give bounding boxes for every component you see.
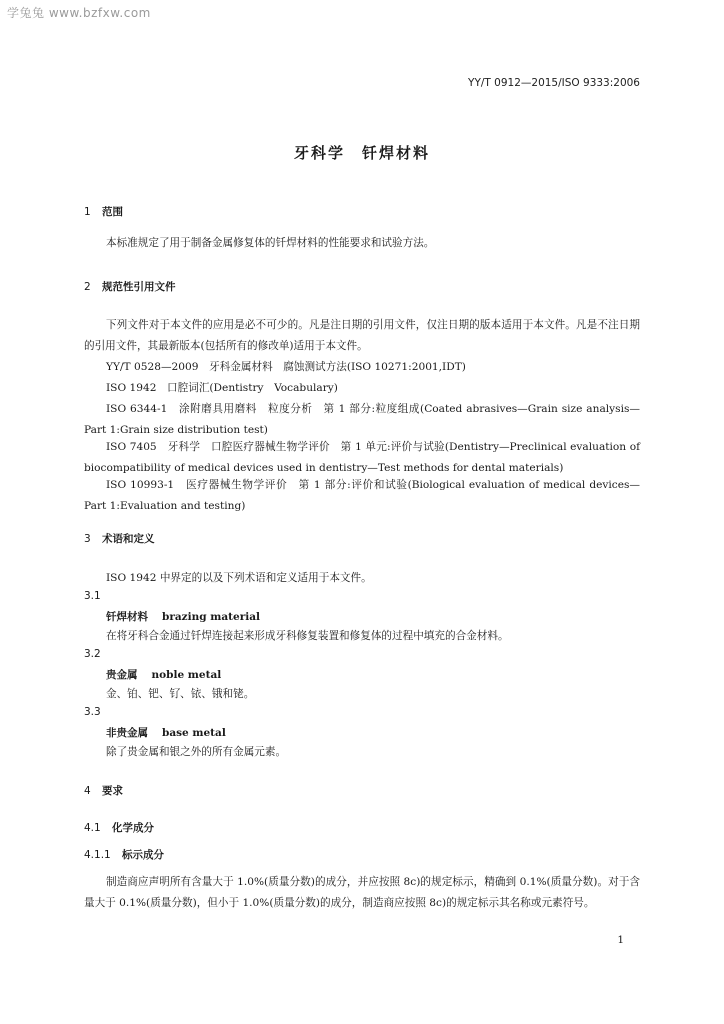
section-number: 3 — [84, 533, 91, 545]
section-number: 2 — [84, 281, 91, 293]
section-title: 术语和定义 — [102, 533, 155, 545]
page-number: 1 — [617, 934, 624, 946]
term-en: brazing material — [162, 611, 261, 623]
term-definition: 除了贵金属和银之外的所有金属元素。 — [106, 746, 287, 758]
term-number: 3.2 — [84, 648, 101, 660]
term-zh: 非贵金属 — [106, 727, 148, 739]
section-3-intro: ISO 1942 中界定的以及下列术语和定义适用于本文件。 — [106, 572, 372, 584]
term-definition: 金、铂、钯、钌、铱、锇和铑。 — [106, 688, 255, 700]
reference-item: ISO 10993-1 医疗器械生物学评价 第 1 部分:评价和试验(Biological evaluation of medical devices—Part 1:Evaluation and testing) — [84, 479, 640, 512]
section-title: 范围 — [102, 206, 123, 218]
section-4-text: 制造商应声明所有含量大于 1.0%(质量分数)的成分，并应按照 8c)的规定标示，精确到 0.1%(质量分数)。对于含量大于 0.1%(质量分数)，但小于 1.0%(质量分数)的成分，制造商应按照 8c)的规定标示其名称或元素符号。 — [84, 876, 640, 909]
section-number: 1 — [84, 206, 91, 218]
standard-number: YY/T 0912—2015/ISO 9333:2006 — [468, 77, 640, 89]
section-2-intro: 下列文件对于本文件的应用是必不可少的。凡是注日期的引用文件，仅注日期的版本适用于本文件。凡是不注日期的引用文件，其最新版本(包括所有的修改单)适用于本文件。 — [84, 319, 640, 352]
term-heading — [106, 667, 221, 682]
term-heading — [106, 609, 260, 624]
section-1-heading — [84, 204, 123, 219]
term-en: noble metal — [151, 669, 222, 681]
section-4-heading — [84, 783, 123, 798]
section-title: 化学成分 — [112, 822, 154, 834]
subsection-4-1-1-heading — [84, 847, 164, 862]
term-number: 3.1 — [84, 590, 101, 602]
subsection-4-1-heading — [84, 820, 154, 835]
section-title: 规范性引用文件 — [102, 281, 176, 293]
section-number: 4 — [84, 785, 91, 797]
section-number: 4.1 — [84, 822, 101, 834]
reference-item: ISO 1942 口腔词汇(Dentistry Vocabulary) — [106, 382, 338, 394]
term-heading — [106, 725, 226, 740]
reference-item: ISO 7405 牙科学 口腔医疗器械生物学评价 第 1 单元:评价与试验(Dentistry—Preclinical evaluation of biocompatibility of medical devices used in dentistry—Test methods for dental materials) — [84, 441, 640, 474]
term-definition: 在将牙科合金通过钎焊连接起来形成牙科修复装置和修复体的过程中填充的合金材料。 — [106, 630, 509, 642]
section-number: 4.1.1 — [84, 849, 111, 861]
section-title: 标示成分 — [122, 849, 164, 861]
section-2-heading — [84, 279, 176, 294]
watermark: 学兔兔 www.bzfxw.com — [7, 6, 151, 20]
term-zh: 贵金属 — [106, 669, 138, 681]
term-number: 3.3 — [84, 706, 101, 718]
term-zh: 钎焊材料 — [106, 611, 148, 623]
section-3-heading — [84, 531, 155, 546]
reference-item: ISO 6344-1 涂附磨具用磨料 粒度分析 第 1 部分:粒度组成(Coated abrasives—Grain size analysis—Part 1:Grain size distribution test) — [84, 403, 640, 436]
document-title: 牙科学 钎焊材料 — [293, 144, 430, 162]
section-title: 要求 — [102, 785, 123, 797]
section-1-text: 本标准规定了用于制备金属修复体的钎焊材料的性能要求和试验方法。 — [106, 237, 435, 249]
term-en: base metal — [162, 727, 226, 739]
reference-item: YY/T 0528—2009 牙科金属材料 腐蚀测试方法(ISO 10271:2001,IDT) — [106, 361, 466, 373]
